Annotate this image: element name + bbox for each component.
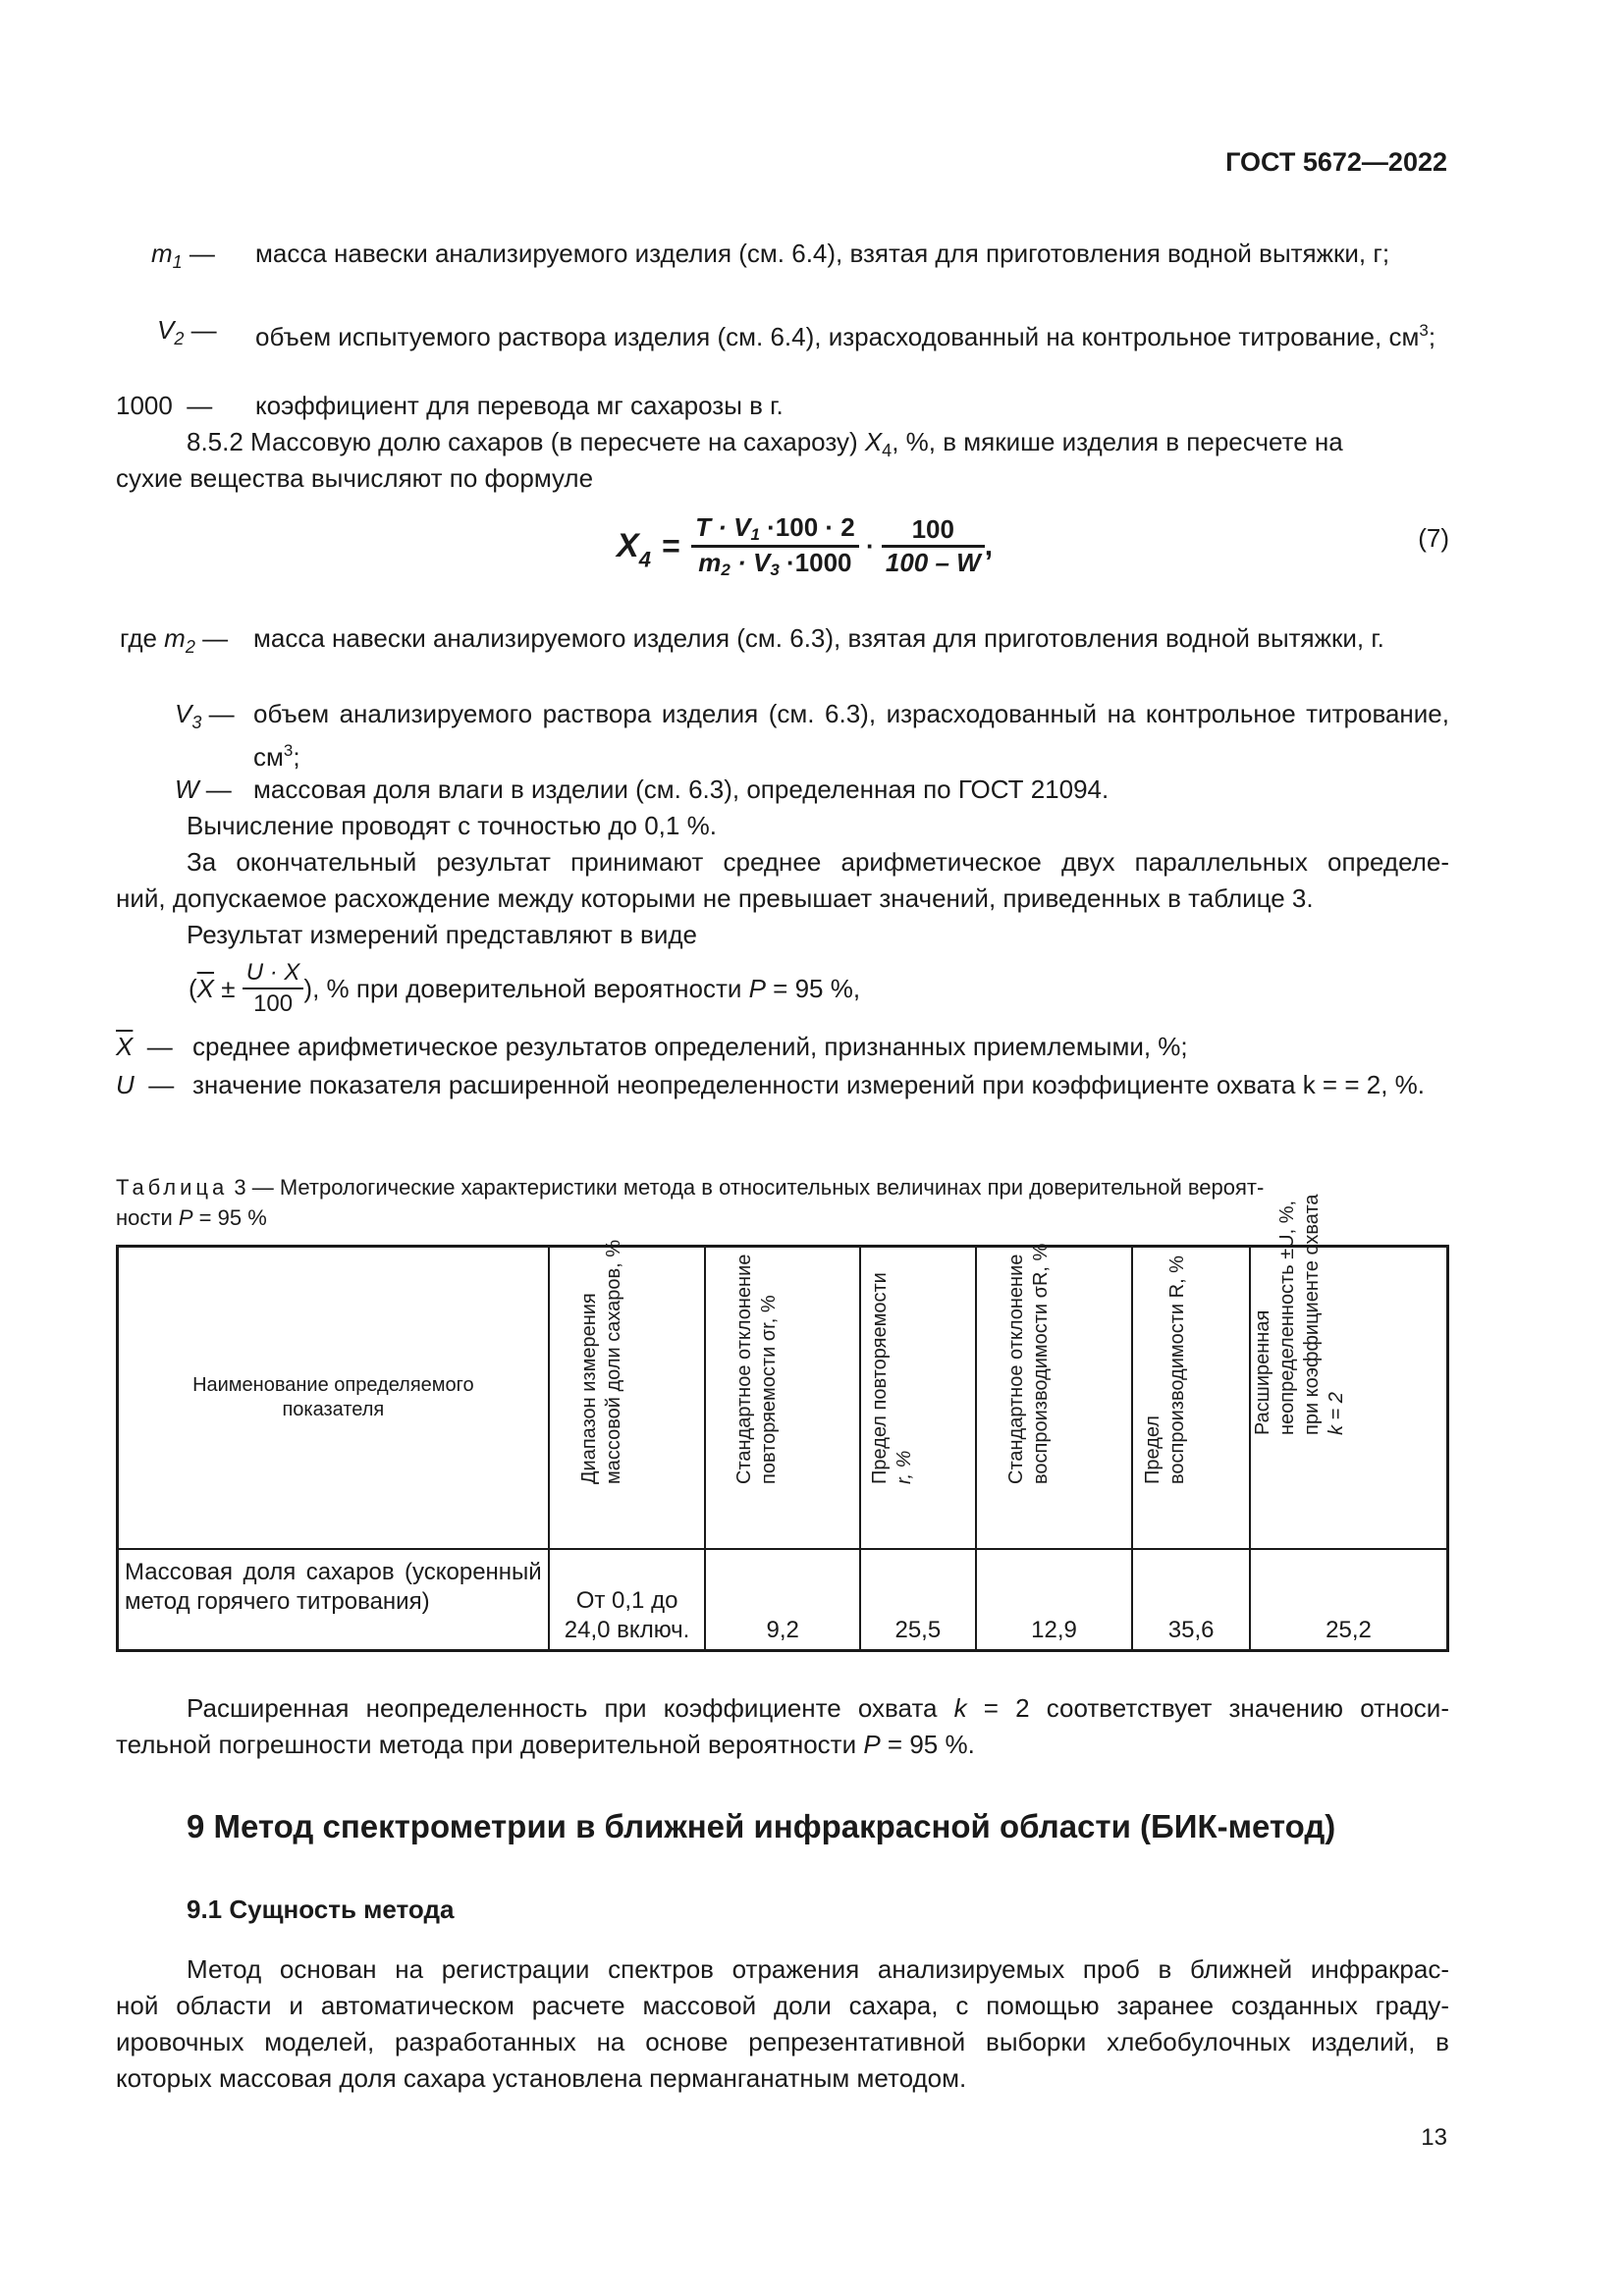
formula-number: (7) (1418, 523, 1449, 553)
symbol: $V_2$ — (157, 315, 217, 348)
para-852-line2: сухие вещества вычисляют по формуле (116, 463, 594, 493)
definition-text: коэффициент для перевода мг сахарозы в г. (255, 391, 784, 420)
cell-range: От 0,1 до 24,0 включ. (549, 1549, 706, 1651)
header-reproducibility-sd: Стандартное отклонение воспроизводимости σR, % (976, 1247, 1133, 1549)
header-reproducibility-limit: Предел воспроизводимости R, % (1132, 1247, 1250, 1549)
definition-text: масса навески анализируемого изделия (см. 6.4), взятая для приготовления водной вытяжки, г; (255, 239, 1390, 268)
symbol: 1000 — (116, 391, 213, 420)
cell-reproducibility-limit: 35,6 (1132, 1549, 1250, 1651)
table-row (118, 1549, 1448, 1651)
para-result: Результат измерений представляют в виде (187, 920, 697, 949)
symbol: $\overline{X}$ — (116, 1032, 173, 1061)
definition-text: среднее арифметическое результатов определений, признанных приемлемыми, %; (192, 1032, 1188, 1061)
header-repeatability-limit: Предел повторяемости r, % (860, 1247, 976, 1549)
para-final-line1: За окончательный результат принимают среднее арифметическое двух параллельных определе- (187, 847, 1449, 877)
para-91-line4: которых массовая доля сахара установлена перманганатным методом. (116, 2063, 967, 2093)
para-852-line1: 8.5.2 Массовую долю сахаров (в пересчете на сахарозу) $X_4$, %, в мякише изделия в пересчете на (187, 427, 1343, 460)
cell-repeatability-limit: 25,5 (860, 1549, 976, 1651)
cell-indicator: Массовая доля сахаров (ускоренный метод горячего титрования) (118, 1549, 549, 1651)
para-91-line2: ной области и автоматическом расчете массовой доли сахара, с помощью заранее созданных граду- (116, 1991, 1449, 2020)
header-repeatability-sd: Стандартное отклонение повторяемости σr, % (705, 1247, 860, 1549)
definition-text: значение показателя расширенной неопределенности измерений при коэффициенте охвата k = = 2, %. (192, 1070, 1425, 1099)
header-expanded-uncertainty: Расширенная неопределенность ±U, %, при коэффициенте охвата k = 2 (1250, 1247, 1447, 1549)
para-accuracy: Вычисление проводят с точностью до 0,1 %. (187, 811, 717, 840)
para-uncertainty-line1: Расширенная неопределенность при коэффициенте охвата k = 2 соответствует значению относи- (187, 1693, 1449, 1723)
header-indicator-name: Наименование определяемого показателя (118, 1247, 549, 1549)
para-91-line3: ировочных моделей, разработанных на основе репрезентативной выборки хлебобулочных изделий, в (116, 2027, 1449, 2056)
fraction-2: $\frac{100}{100 - W}$ (882, 514, 985, 578)
cell-expanded-uncertainty: 25,2 (1250, 1549, 1447, 1651)
section-9-1-title: 9.1 Сущность метода (187, 1895, 455, 1924)
definition-text: объем испытуемого раствора изделия (см. 6.4), израсходованный на контрольное титрование, $см^3$; (255, 321, 1436, 351)
formula-7: $X_4$ = $\frac{T \cdot V1 \cdot 100 \cdot 2}{m2 \cdot V3 \cdot 1000}$ · $\frac{100}{100 - W}$ , (617, 512, 994, 579)
cell-reproducibility-sd: 12,9 (976, 1549, 1133, 1651)
definition-text: масса навески анализируемого изделия (см. 6.3), взятая для приготовления водной вытяжки, г. (253, 623, 1384, 653)
symbol: U — (116, 1070, 175, 1099)
table-header-row (118, 1247, 1448, 1549)
page-number: 13 (1421, 2124, 1447, 2151)
para-final-line2: ний, допускаемое расхождение между которыми не превышает значений, приведенных в таблице 3. (116, 883, 1314, 913)
result-formula: ($\overline{X}$ ± $\frac{U \cdot X}{100}$ ), % при доверительной вероятности P = 95 %, (189, 959, 861, 1017)
para-uncertainty-line2: тельной погрешности метода при доверительной вероятности P = 95 %. (116, 1730, 975, 1759)
para-91-line1: Метод основан на регистрации спектров отражения анализируемых проб в ближней инфракрас- (187, 1954, 1449, 1984)
fraction-1: $\frac{T \cdot V1 \cdot 100 \cdot 2}{m2 \cdot V3 \cdot 1000}$ (691, 512, 859, 580)
symbol: $m_1$ — (151, 239, 215, 272)
definition-text: объем анализируемого раствора изделия (см. 6.3), израсходованный на контрольное титрование, $см^3$; (253, 699, 1449, 772)
symbol: W — (175, 774, 232, 804)
table-caption: Таблица 3 — Метрологические характеристики метода в относительных величинах при доверительной вероят- ности P = 95 % (116, 1175, 1265, 1230)
definition-text: массовая доля влаги в изделии (см. 6.3), определенная по ГОСТ 21094. (253, 774, 1110, 804)
symbol: $V_3$ — (175, 699, 235, 732)
symbol: где $m_2$ — (120, 623, 229, 657)
header-range: Диапазон измерения массовой доли сахаров, % (549, 1247, 706, 1549)
section-9-title: 9 Метод спектрометрии в ближней инфракрасной области (БИК-метод) (187, 1808, 1336, 1844)
document-code: ГОСТ 5672—2022 (1225, 147, 1447, 177)
cell-repeatability-sd: 9,2 (705, 1549, 860, 1651)
result-fraction: $\frac{U \cdot X}{100}$ (243, 958, 304, 1019)
